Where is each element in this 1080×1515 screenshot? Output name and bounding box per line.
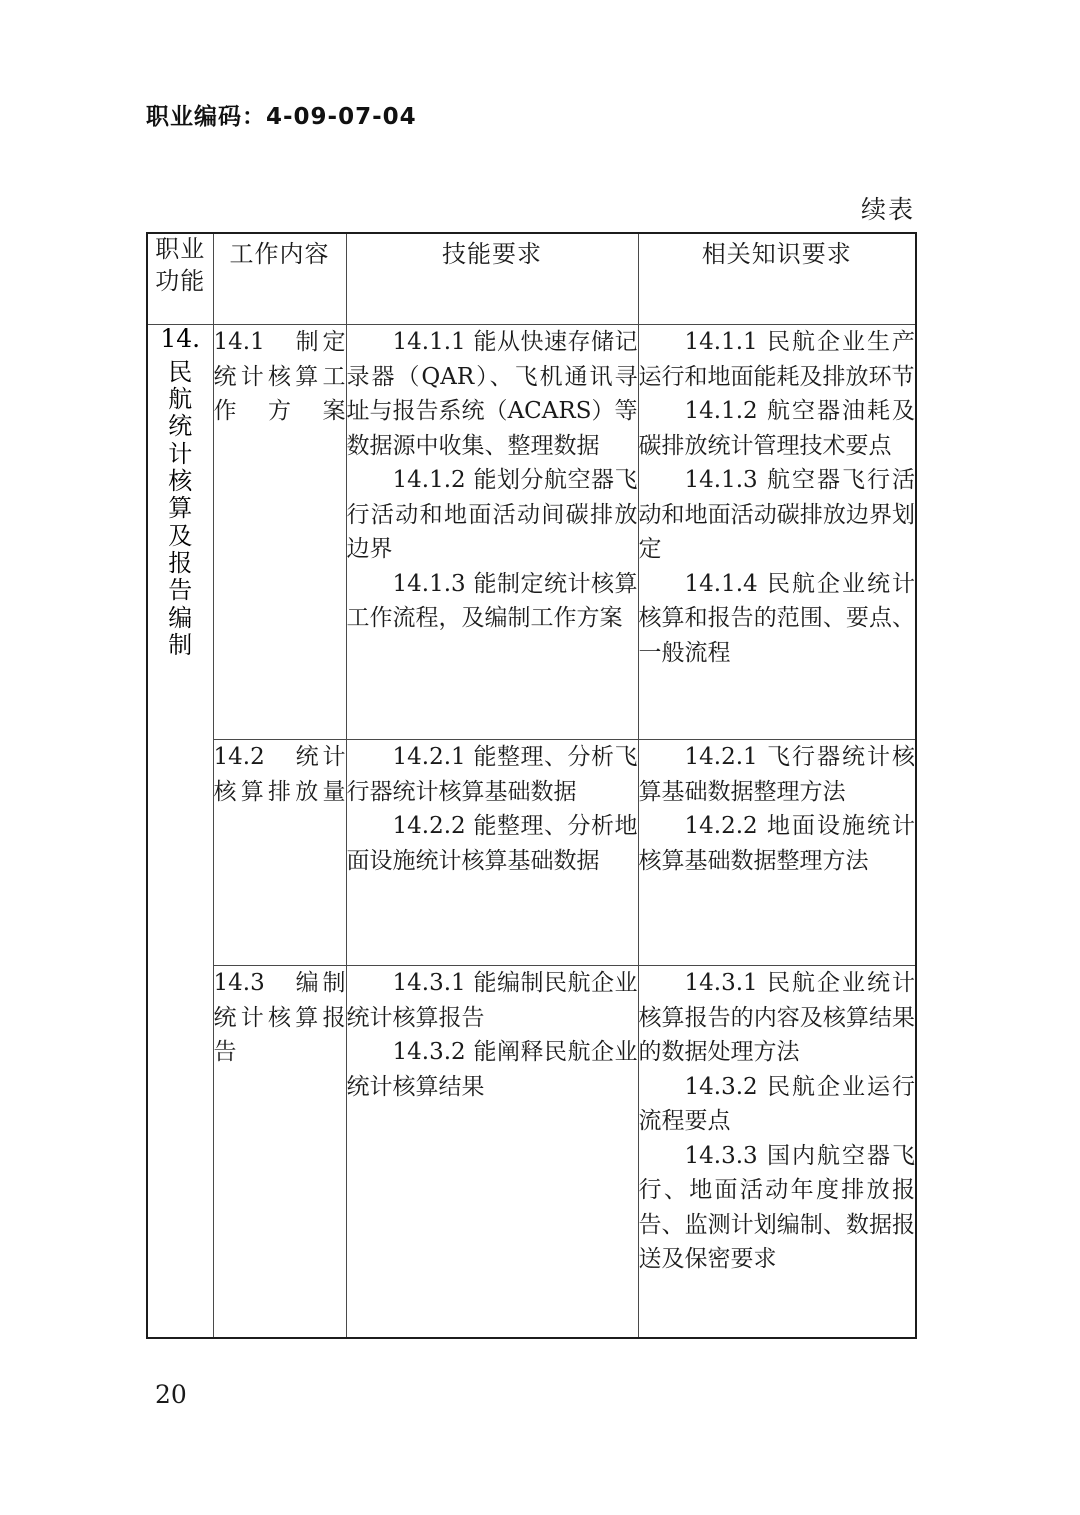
column-header-skill-requirements: 技能要求 xyxy=(346,233,638,325)
skill-item: 14.3.2 能阐释民航企业统计核算结果 xyxy=(346,1039,638,1100)
page-number: 20 xyxy=(155,1380,187,1409)
work-content-text: 14.2 统计核算排放量 xyxy=(213,744,346,805)
column-header-work-content: 工作内容 xyxy=(213,233,346,325)
work-content-text: 14.3 编制统计核算报告 xyxy=(213,970,346,1065)
function-label-vertical xyxy=(148,359,213,660)
work-content-cell xyxy=(213,740,346,966)
knowledge-item: 14.3.3 国内航空器飞行、地面活动年度排放报告、监测计划编制、数据报送及保密要求 xyxy=(638,1142,915,1272)
knowledge-item: 14.3.2 民航企业运行流程要点 xyxy=(638,1073,915,1134)
function-label-char: 告 xyxy=(168,576,193,605)
knowledge-requirements-cell xyxy=(638,740,916,966)
occupational-function-cell xyxy=(147,325,213,1338)
skill-item: 14.1.1 能从快速存储记录器（QAR）、飞机通讯寻址与报告系统（ACARS）等数据源中收集、整理数据 xyxy=(346,329,638,459)
knowledge-item: 14.1.1 民航企业生产运行和地面能耗及排放环节 xyxy=(638,329,915,390)
knowledge-item: 14.1.3 航空器飞行活动和地面活动碳排放边界划定 xyxy=(638,467,915,562)
table-row xyxy=(147,966,916,1338)
knowledge-item: 14.1.4 民航企业统计核算和报告的范围、要点、一般流程 xyxy=(638,570,915,666)
table-row xyxy=(147,325,916,740)
function-label-char: 算 xyxy=(168,494,193,523)
function-label-char: 核 xyxy=(168,466,193,495)
table-header-row xyxy=(147,233,916,325)
knowledge-item: 14.2.1 飞行器统计核算基础数据整理方法 xyxy=(638,744,915,805)
occupation-spec-table-wrapper xyxy=(146,232,915,1339)
work-content-cell xyxy=(213,966,346,1338)
function-label-char: 及 xyxy=(168,521,193,550)
skill-item: 14.1.3 能制定统计核算工作流程，及编制工作方案 xyxy=(346,570,638,631)
skill-item: 14.2.2 能整理、分析地面设施统计核算基础数据 xyxy=(346,813,638,874)
skill-requirements-cell xyxy=(346,740,638,966)
knowledge-requirements-cell xyxy=(638,325,916,740)
column-header-line-1: 职业 xyxy=(155,235,206,263)
function-number: 14. xyxy=(160,324,201,353)
knowledge-item: 14.2.2 地面设施统计核算基础数据整理方法 xyxy=(638,813,915,874)
running-head: 职业编码：4-09-07-04 xyxy=(146,104,417,130)
skill-item: 14.3.1 能编制民航企业统计核算报告 xyxy=(346,970,638,1031)
work-content-text: 14.1 制定统计核算工作方案 xyxy=(213,329,346,424)
knowledge-requirements-cell xyxy=(638,966,916,1338)
function-label-char: 统 xyxy=(168,412,193,441)
function-label-char: 航 xyxy=(168,384,193,413)
table-continued-caption: 续表 xyxy=(860,195,915,224)
function-label-char: 制 xyxy=(168,631,193,660)
skill-requirements-cell xyxy=(346,966,638,1338)
function-label-char: 报 xyxy=(168,549,193,578)
function-label-char: 计 xyxy=(168,439,193,468)
knowledge-item: 14.3.1 民航企业统计核算报告的内容及核算结果的数据处理方法 xyxy=(638,970,915,1065)
skill-item: 14.2.1 能整理、分析飞行器统计核算基础数据 xyxy=(346,744,638,805)
column-header-occupational-function xyxy=(147,233,213,325)
table-row xyxy=(147,740,916,966)
skill-requirements-cell xyxy=(346,325,638,740)
knowledge-item: 14.1.2 航空器油耗及碳排放统计管理技术要点 xyxy=(638,398,915,459)
function-label-char: 编 xyxy=(168,603,193,632)
work-content-cell xyxy=(213,325,346,740)
skill-item: 14.1.2 能划分航空器飞行活动和地面活动间碳排放边界 xyxy=(346,467,638,562)
occupation-spec-table xyxy=(146,232,917,1339)
column-header-line-2: 功能 xyxy=(155,266,206,295)
function-label-char: 民 xyxy=(168,357,193,386)
column-header-knowledge-requirements: 相关知识要求 xyxy=(638,233,916,325)
